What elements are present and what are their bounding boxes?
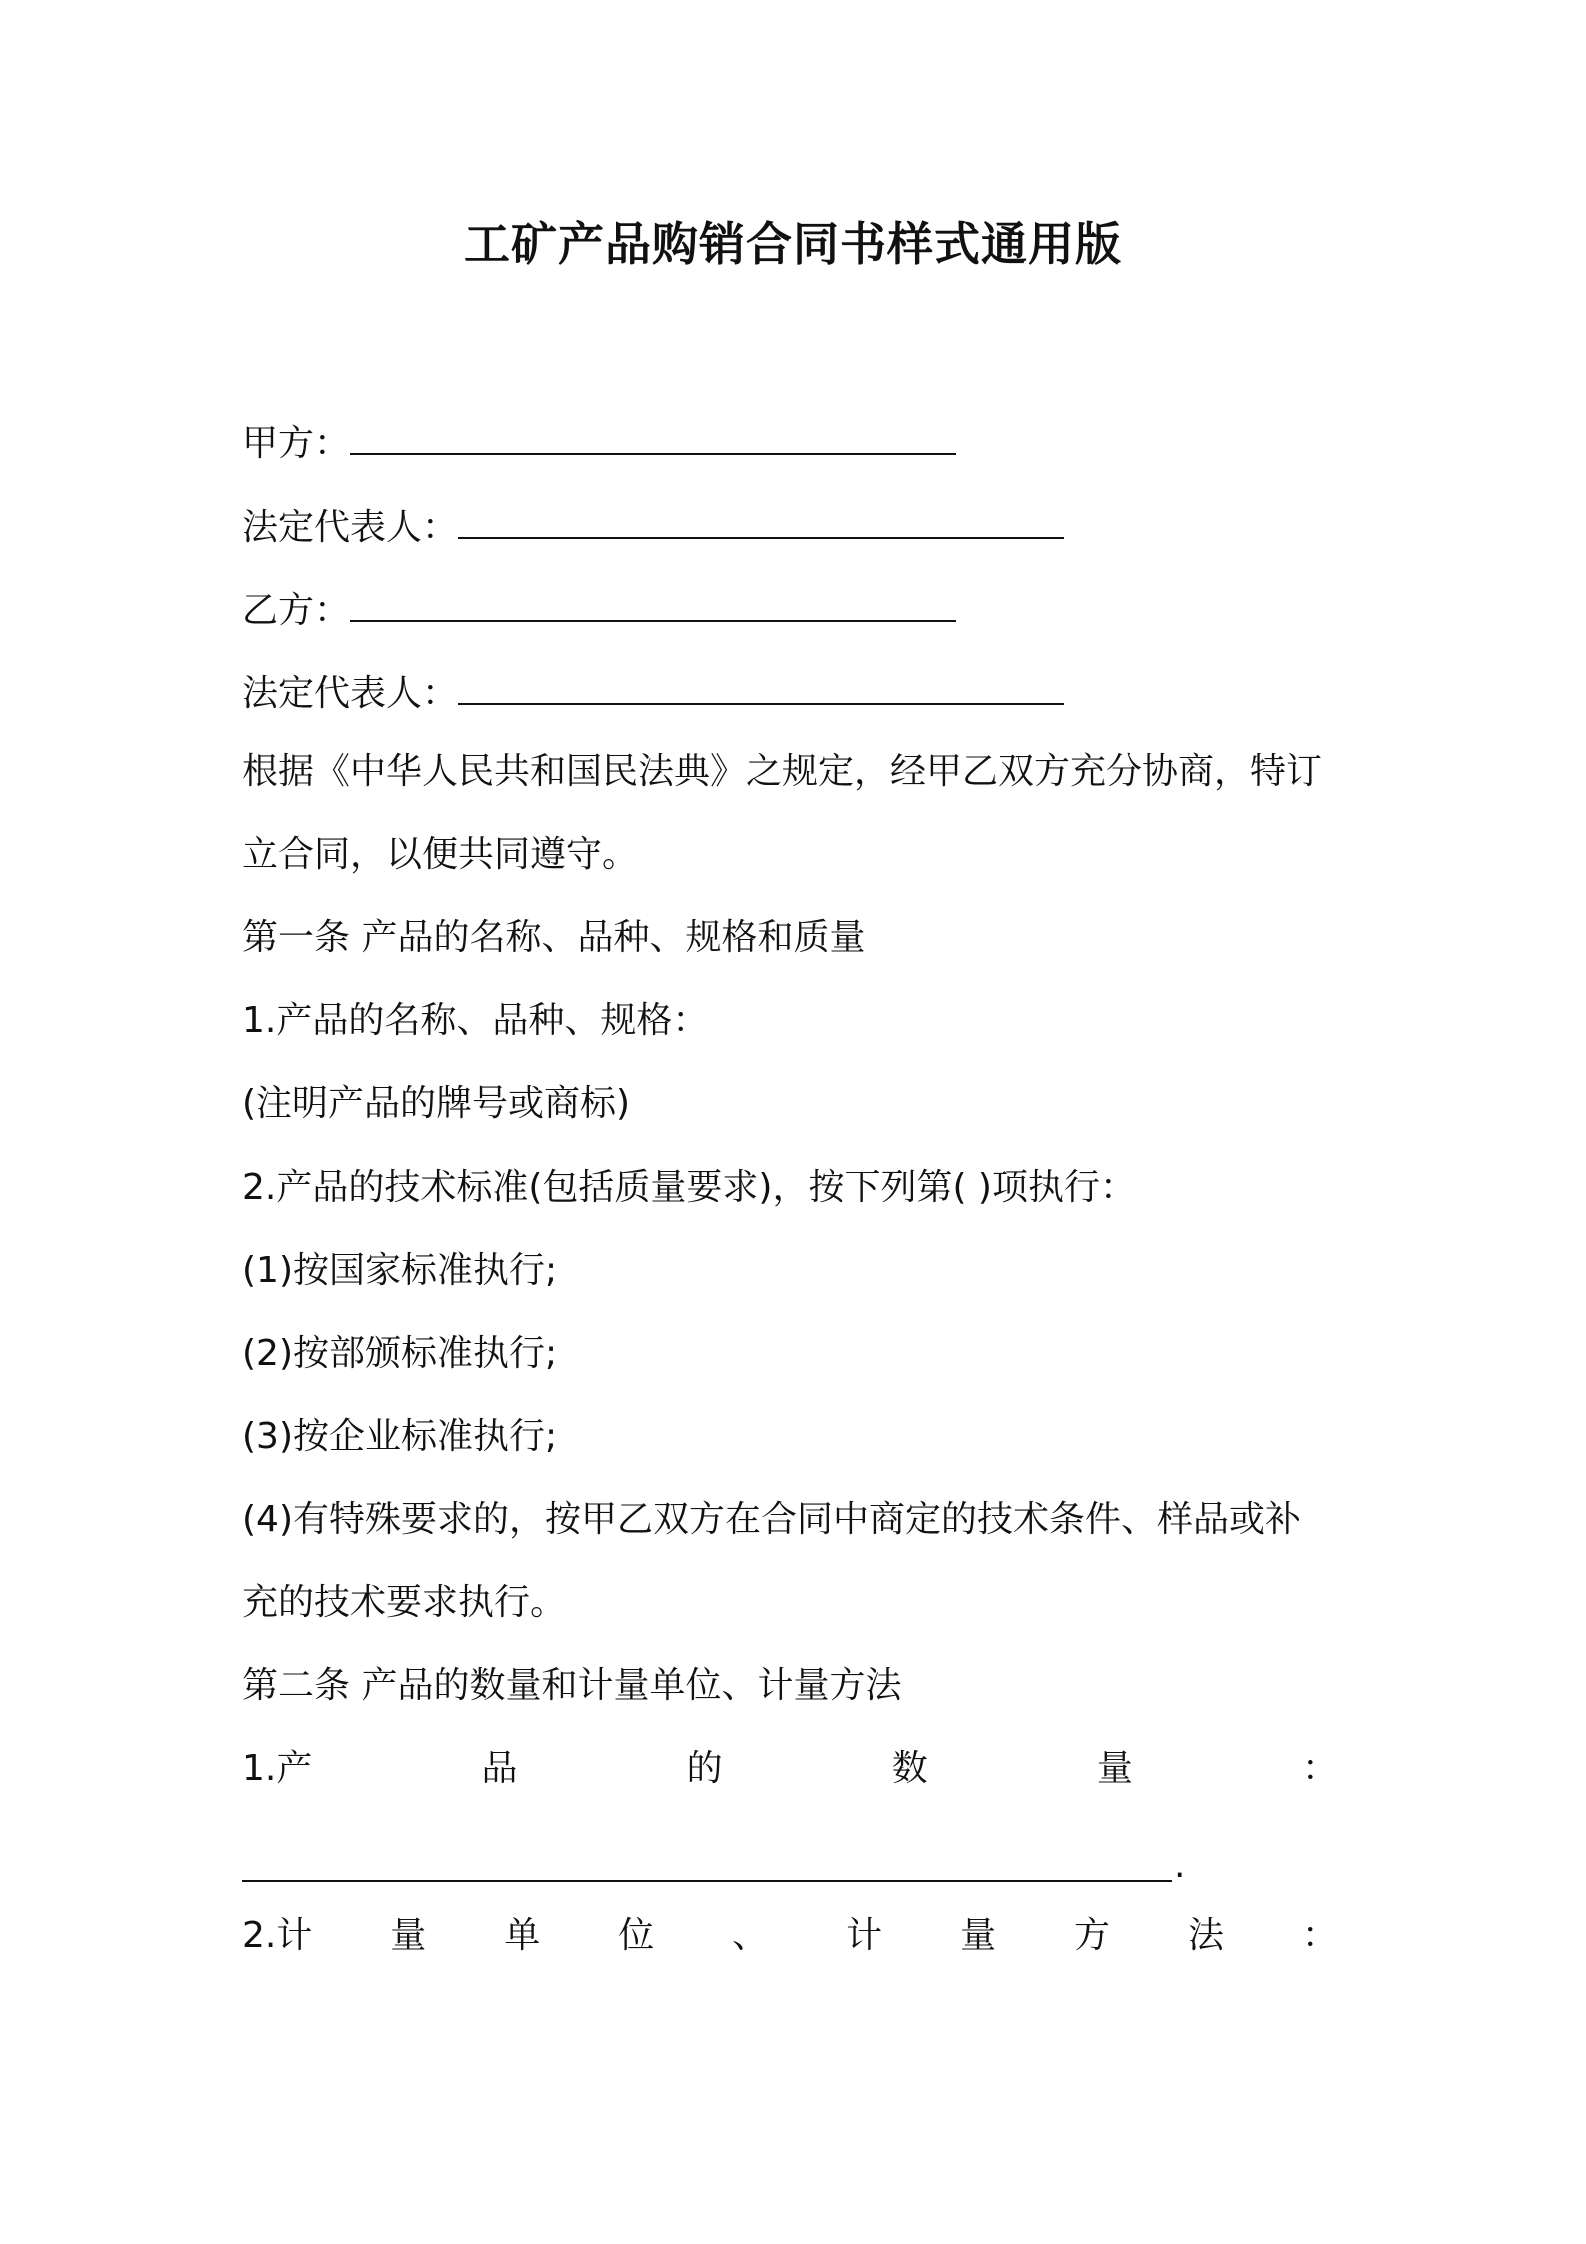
rep-b-line bbox=[242, 668, 1064, 720]
article-2-item-2-part: 量 bbox=[390, 1915, 427, 1956]
article-2-item-2 bbox=[242, 1910, 1338, 1962]
party-a-blank bbox=[350, 425, 956, 455]
article-1-option-4-line-2: 充的技术要求执行。 bbox=[242, 1582, 567, 1623]
article-2-item-1-part: 的 bbox=[686, 1748, 723, 1789]
intro-line-1: 根据《中华人民共和国民法典》之规定，经甲乙双方充分协商，特订 bbox=[242, 751, 1323, 792]
article-2-item-2-part: 位 bbox=[618, 1915, 655, 1956]
article-2-item-1-part: 品 bbox=[481, 1748, 518, 1789]
article-1-note: (注明产品的牌号或商标) bbox=[242, 1083, 631, 1124]
article-2-item-1-part: 1.产 bbox=[242, 1748, 313, 1789]
document-title: 工矿产品购销合同书样式通用版 bbox=[464, 217, 1122, 271]
article-2-item-1-part: ： bbox=[1301, 1748, 1338, 1789]
quantity-blank-line bbox=[242, 1880, 1172, 1882]
article-2-item-1-part: 量 bbox=[1096, 1748, 1133, 1789]
intro-line-2: 立合同，以便共同遵守。 bbox=[242, 834, 639, 875]
rep-a-blank bbox=[458, 509, 1064, 539]
article-1-item-1: 1.产品的名称、品种、规格： bbox=[242, 1000, 709, 1041]
rep-a-label: 法定代表人： bbox=[242, 507, 459, 548]
article-1-option-3: (3)按企业标准执行; bbox=[242, 1416, 558, 1457]
article-2-item-1-part: 数 bbox=[891, 1748, 928, 1789]
party-b-label: 乙方： bbox=[242, 590, 351, 631]
article-2-item-2-part: 量 bbox=[960, 1915, 997, 1956]
article-2-item-2-part: 方 bbox=[1074, 1915, 1111, 1956]
article-2-item-2-part: 、 bbox=[732, 1915, 769, 1956]
article-1-heading: 第一条 产品的名称、品种、规格和质量 bbox=[242, 917, 866, 958]
article-2-heading: 第二条 产品的数量和计量单位、计量方法 bbox=[242, 1665, 902, 1706]
party-a-label: 甲方： bbox=[242, 423, 351, 464]
quantity-period: . bbox=[1174, 1845, 1186, 1886]
article-1-item-2: 2.产品的技术标准(包括质量要求)，按下列第( )项执行： bbox=[242, 1167, 1136, 1208]
rep-a-line bbox=[242, 502, 1064, 554]
article-2-item-2-part: 单 bbox=[504, 1915, 541, 1956]
rep-b-label: 法定代表人： bbox=[242, 673, 459, 714]
article-1-option-1: (1)按国家标准执行; bbox=[242, 1250, 558, 1291]
article-2-item-2-part: 2.计 bbox=[242, 1915, 313, 1956]
article-2-item-2-part: 计 bbox=[846, 1915, 883, 1956]
party-b-line bbox=[242, 585, 956, 637]
article-2-item-2-part: 法 bbox=[1187, 1915, 1224, 1956]
article-2-item-2-part: ： bbox=[1301, 1915, 1338, 1956]
rep-b-blank bbox=[458, 675, 1064, 705]
party-a-line bbox=[242, 418, 956, 470]
article-1-option-4-line-1: (4)有特殊要求的，按甲乙双方在合同中商定的技术条件、样品或补 bbox=[242, 1499, 1301, 1540]
party-b-blank bbox=[350, 592, 956, 622]
article-1-option-2: (2)按部颁标准执行; bbox=[242, 1333, 558, 1374]
article-2-item-1 bbox=[242, 1743, 1338, 1795]
